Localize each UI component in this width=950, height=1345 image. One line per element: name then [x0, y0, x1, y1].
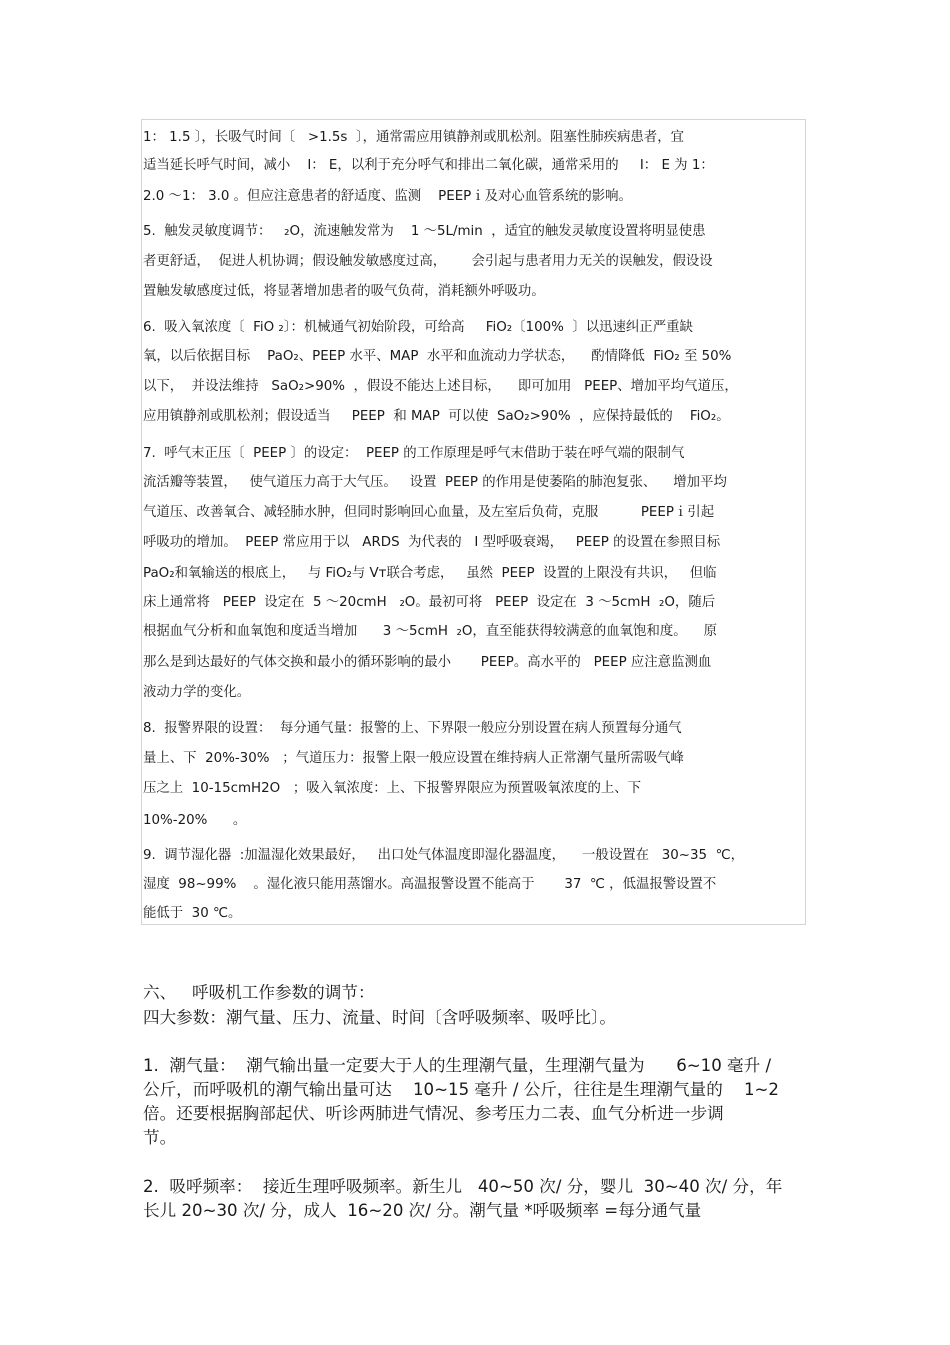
- text-line: 气道压、改善氧合、减轻肺水肿，但同时影响回心血量，及左室后负荷，克服 PEEPｉ引起: [143, 505, 715, 520]
- text-line: 10%-20% 。: [143, 813, 247, 828]
- text-line: 7. 呼气末正压〔 PEEP 〕的设定： PEEP 的工作原理是呼气末借助于装在呼气端的限制气: [143, 446, 685, 461]
- text-line: 1. 潮气量： 潮气输出量一定要大于人的生理潮气量，生理潮气量为 6~10 毫升 /: [143, 1056, 772, 1075]
- section-heading: 六、 呼吸机工作参数的调节：: [143, 983, 375, 1002]
- text-line: 四大参数：潮气量、压力、流量、时间〔含呼吸频率、吸呼比〕。: [143, 1008, 616, 1027]
- text-line: 应用镇静剂或肌松剂；假设适当 PEEP 和 MAP 可以使 SaO₂>90% ，应保持最低的 FiO₂。: [143, 409, 730, 424]
- text-line: 量上、下 20%-30% ；气道压力：报警上限一般应设置在维持病人正常潮气量所需吸气峰: [143, 751, 684, 766]
- text-line: 8. 报警界限的设置： 每分通气量：报警的上、下界限一般应分别设置在病人预置每分通气: [143, 721, 682, 736]
- text-line: PaO₂和氧输送的根底上， 与 FiO₂与 Vᴛ联合考虑， 虽然 PEEP 设置的上限没有共识， 但临: [143, 566, 717, 581]
- text-line: 流活瓣等装置， 使气道压力高于大气压。 设置 PEEP 的作用是使萎陷的肺泡复张、 增加平均: [143, 475, 727, 490]
- text-line: 根据血气分析和血氧饱和度适当增加 3 ～5cmH ₂O，直至能获得较满意的血氧饱和度。 原: [143, 624, 718, 639]
- text-line: 节。: [143, 1128, 177, 1147]
- text-line: 置触发敏感度过低，将显著增加患者的吸气负荷，消耗额外呼吸功。: [143, 284, 545, 299]
- text-line: 长儿 20~30 次/ 分，成人 16~20 次/ 分。潮气量 *呼吸频率 =每分通气量: [143, 1201, 702, 1220]
- text-line: 压之上 10-15cmH2O ；吸入氧浓度：上、下报警界限应为预置吸氧浓度的上、下: [143, 781, 642, 796]
- text-line: 6. 吸入氧浓度〔 FiO ₂〕：机械通气初始阶段，可给高 FiO₂〔100% 〕以迅速纠正严重缺: [143, 320, 693, 335]
- text-line: 湿度 98~99% 。湿化液只能用蒸馏水。高温报警设置不能高于 37 ℃ ，低温报警设置不: [143, 877, 717, 892]
- text-line: 床上通常将 PEEP 设定在 5 ～20cmH ₂O。最初可将 PEEP 设定在 3 ～5cmH ₂O，随后: [143, 595, 716, 610]
- text-line: 那么是到达最好的气体交换和最小的循环影响的最小 PEEP。高水平的 PEEP 应注意监测血: [143, 655, 712, 670]
- text-line: 能低于 30 ℃。: [143, 906, 242, 921]
- text-line: 倍。还要根据胸部起伏、听诊两肺进气情况、参考压力二表、血气分析进一步调: [143, 1104, 724, 1123]
- text-line: 1： 1.5 〕，长吸气时间〔 >1.5s 〕，通常需应用镇静剂或肌松剂。阻塞性肺疾病患者，宜: [143, 130, 684, 145]
- text-line: 5. 触发灵敏度调节： ₂O，流速触发常为 1 ～5L/min ，适宜的触发灵敏度设置将明显使患: [143, 224, 706, 239]
- text-line: 公斤，而呼吸机的潮气输出量可达 10~15 毫升 / 公斤，往往是生理潮气量的 1~2: [143, 1080, 779, 1099]
- text-line: 适当延长呼气时间，减小 I： E，以利于充分呼气和排出二氧化碳，通常采用的 I： E 为 1：: [143, 158, 714, 173]
- text-line: 液动力学的变化。: [143, 685, 251, 700]
- text-line: 呼吸功的增加。 PEEP 常应用于以 ARDS 为代表的 I 型呼吸衰竭， PEEP 的设置在参照目标: [143, 535, 721, 550]
- text-line: 2. 吸呼频率： 接近生理呼吸频率。新生儿 40~50 次/ 分，婴儿 30~40 次/ 分，年: [143, 1177, 783, 1196]
- text-line: 2.0 ～1： 3.0 。但应注意患者的舒适度、监测 PEEPｉ及对心血管系统的影响。: [143, 189, 632, 204]
- text-line: 以下， 并设法维持 SaO₂>90% ，假设不能达上述目标， 即可加用 PEEP、增加平均气道压，: [143, 379, 738, 394]
- text-line: 氧，以后依据目标 PaO₂、PEEP 水平、MAP 水平和血流动力学状态， 酌情降低 FiO₂ 至 50%: [143, 349, 732, 364]
- text-line: 者更舒适， 促进人机协调；假设触发敏感度过高， 会引起与患者用力无关的误触发，假设设: [143, 254, 713, 269]
- text-line: 9. 调节湿化器 :加温湿化效果最好， 出口处气体温度即湿化器温度， 一般设置在 30~35 ℃，: [143, 848, 745, 863]
